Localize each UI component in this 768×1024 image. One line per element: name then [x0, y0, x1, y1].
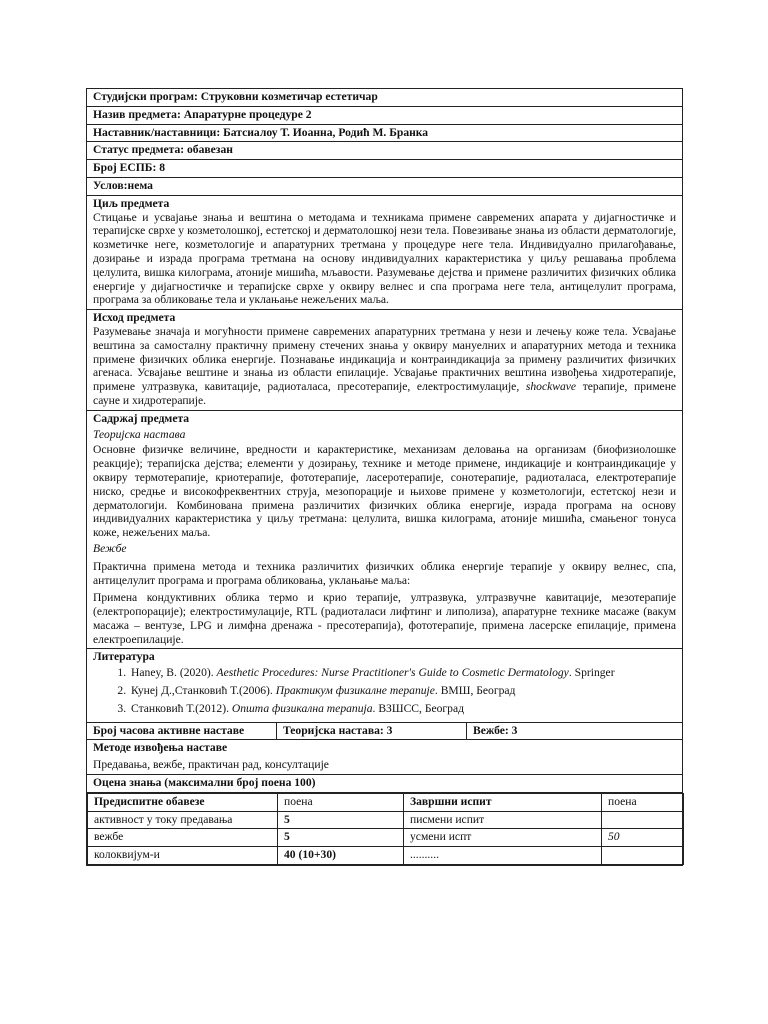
course-goal-section — [87, 195, 683, 309]
ects-credits: Број ЕСПБ: 8 — [87, 160, 683, 178]
pre-exam-header: Предиспитне обавезе — [88, 793, 278, 811]
table-row — [88, 829, 684, 847]
points-header: поена — [602, 793, 684, 811]
points-cell: 40 (10+30) — [278, 847, 404, 865]
theory-label: Теоријска настава — [93, 427, 186, 441]
course-goal-heading: Циљ предмета — [93, 196, 170, 210]
table-row — [88, 811, 684, 829]
exercise-hours: Вежбе: 3 — [467, 722, 683, 740]
exam-cell: усмени испт — [404, 829, 602, 847]
course-outcome-section — [87, 310, 683, 411]
literature-item: 1. Haney, B. (2020). Aesthetic Procedures: Nurse Practitioner's Guide to Cosmetic Dermatology. Springer — [129, 666, 676, 680]
course-content-section — [87, 410, 683, 649]
outcome-text-end: терапије, примене сауне и хидротерапије. — [93, 380, 677, 407]
outcome-text-italic: shockwave — [525, 380, 577, 394]
points-cell: 5 — [278, 829, 404, 847]
literature-section — [87, 649, 683, 722]
literature-item: 2. Кунеј Д.,Станковић Т.(2006). Практикум физикалне терапије. ВМШ, Београд — [129, 684, 676, 698]
grading-table-wrap — [87, 792, 683, 865]
grading-table — [87, 793, 684, 865]
grading-header-row — [88, 793, 684, 811]
course-name: Назив предмета: Апаратурне процедуре 2 — [87, 106, 683, 124]
final-exam-header: Завршни испит — [404, 793, 602, 811]
obligation-cell: вежбе — [88, 829, 278, 847]
course-content-heading: Садржај предмета — [93, 411, 190, 425]
teaching-methods-text: Предавања, вежбе, практичан рад, консултације — [93, 758, 329, 772]
exercises-text-2: Примена кондуктивних облика термо и крио терапије, ултразвука, ултразвучне кавитације, мезотерапије (електропорације); електростимулације, RTL (радиоталаси лифтинг и липолиза), апаратурне технике масаже (вакум масажа – вентузе, LPG и лимфна дренажа - пресотерапија), фототерапије, примена ласерске епилације, примена електроепилације. — [93, 591, 677, 646]
table-row — [88, 847, 684, 865]
course-outcome-heading: Исход предмета — [93, 311, 176, 325]
theory-hours: Теоријска настава: 3 — [277, 722, 467, 740]
course-status: Статус предмета: обавезан — [87, 142, 683, 160]
course-outcome-text — [93, 325, 676, 408]
literature-list — [93, 666, 676, 715]
theory-text: Основне физичке величине, вредности и карактеристике, механизам деловања на организам (биофизиолошке реакције); терапијска дејства; елементи у дозирању, технике и методе примене, индикације и контраиндикације у оквиру термотерапије, криотерапије, фототерапије, ласеротерапије, сонотерапије, радиоталаса, електротерапије ниско, средње и високофреквентних струја, мезопорације и њихове примене у козметологији, естетској нези и дерматологији. Комбинована примена различитих физичких облика енергије, израда програма на основу индивидуалних карактеристика у циљу третмана: целулита, вишка килограма, атоније мишића, смањеног тонуса коже, нежељених маља. — [93, 443, 677, 540]
teachers: Наставник/наставници: Батсиалоу Т. Иоанна, Родић М. Бранка — [87, 124, 683, 142]
literature-heading: Литература — [93, 650, 155, 664]
points-header: поена — [278, 793, 404, 811]
literature-item: 3. Станковић Т.(2012). Општа физикална терапија. ВЗШСС, Београд — [129, 702, 676, 716]
teaching-methods-section — [87, 740, 683, 775]
outcome-text-main: Разумевање значаја и могућности примене савремених апаратурних третмана у нези и лечењу коже тела. Усвајање вештина за самосталну практичну примену стечених знања у оквиру мануелних и апаратурних метода и техника примене физичких облика енергије. Познавање индикација и контраиндикација за примену различитих физичких агенаса. Усвајање вештине и знања из области епилације. Усвајање практичних вештина извођења хидротерапије, примене ултразвука, кавитације, радиоталаса, пресотерапије, електростимулације, — [93, 324, 677, 394]
obligation-cell: колоквијум-и — [88, 847, 278, 865]
study-program: Студијски програм: Струковни козметичар естетичар — [87, 89, 683, 107]
points-cell — [602, 811, 684, 829]
prerequisite-condition: Услов:нема — [87, 177, 683, 195]
points-cell — [602, 847, 684, 865]
points-cell: 5 — [278, 811, 404, 829]
exam-cell: .......... — [404, 847, 602, 865]
syllabus-table — [86, 88, 683, 866]
points-cell: 50 — [602, 829, 684, 847]
exercises-text-1: Практична примена метода и техника различитих физичких облика енергије терапије у оквиру велнес, спа, антицелулит програма и програма обликовања, уклањање маља: — [93, 559, 677, 587]
exercises-label: Вежбе — [93, 541, 127, 555]
exam-cell: писмени испит — [404, 811, 602, 829]
course-goal-text: Стицање и усвајање знања и вештина о методама и техникама примене савремених апарата у дијагностичке и терапијске сврхе у козметолошкој, естетској и дерматолошкој нези тела. Повезивање знања из области дерматологије, козметичке неге, козметологије и апаратурних третмана у процедуре неге тела. Индивидуално прилагођавање, дозирање и израда програма третмана на основу индивидуалних карактеристика у циљу решавања проблема целулита, вишка килограма, атоније мишића, мљавости. Разумевање дејства и примене различитих физичких облика енергије у дијагностичке и терапијске сврхе у оквиру велнес и спа програма неге тела, антицелулит програма, програма за обликовање тела и уклањање нежељених маља. — [93, 210, 677, 307]
teaching-methods-heading: Методе извођења наставе — [93, 741, 228, 755]
active-hours-label: Број часова активне наставе — [87, 722, 277, 740]
obligation-cell: активност у току предавања — [88, 811, 278, 829]
grading-heading: Оцена знања (максимални број поена 100) — [87, 775, 683, 793]
